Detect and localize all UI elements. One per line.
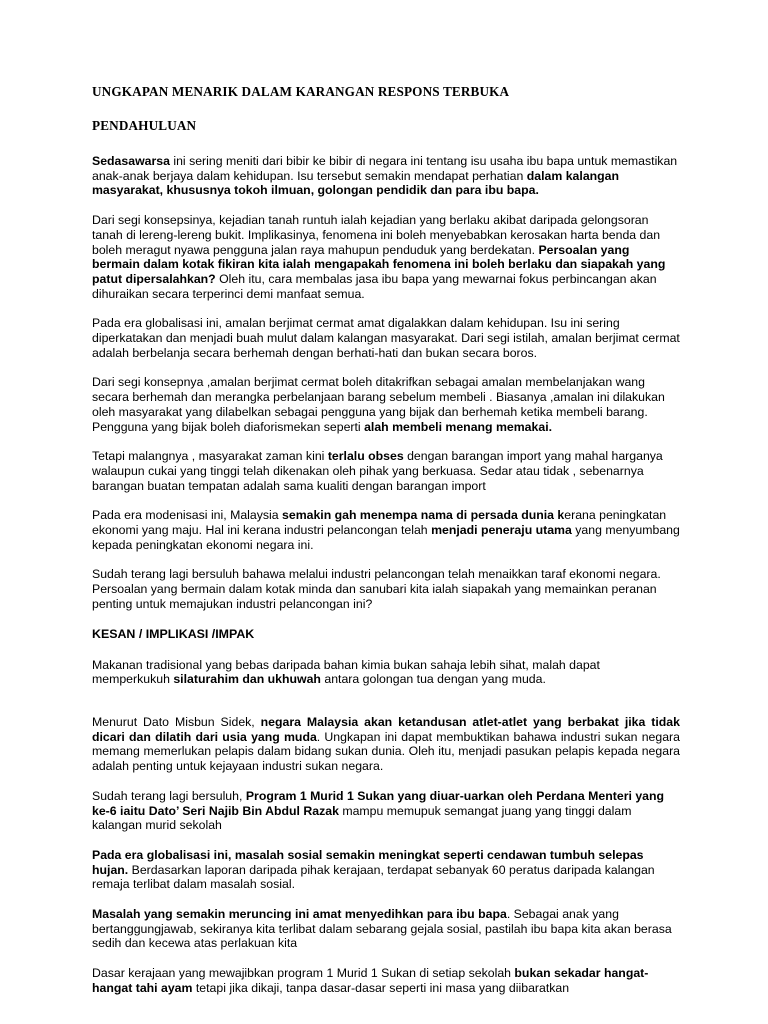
bold-text: Pada era globalisasi ini, masalah sosial semakin meningkat seperti cendawan tumbuh selepas hujan.	[92, 847, 644, 877]
bold-text: semakin gah menempa nama di persada dunia k	[282, 508, 565, 523]
bold-text: dalam kalangan masyarakat, khususnya tokoh ilmuan, golongan pendidik dan para ibu bapa.	[92, 168, 620, 198]
text-run: mampu memupuk semangat juang yang tinggi dalam kalangan murid sekolah	[92, 803, 632, 833]
bold-text: bukan sekadar hangat-hangat tahi ayam	[92, 966, 649, 995]
text-run: Tetapi malangnya , masyarakat zaman kini	[92, 449, 328, 464]
paragraph	[92, 449, 680, 493]
paragraph	[92, 848, 680, 892]
paragraph	[92, 375, 680, 434]
bold-text: silaturahim dan ukhuwah	[173, 672, 321, 687]
text-run: Dari segi konsepsinya, kejadian tanah runtuh ialah kejadian yang berlaku akibat daripada gelongsoran tanah di lereng-lereng bukit. Implikasinya, fenomena ini boleh menyebabkan kerosakan harta benda dan boleh meragut nyawa pengguna jalan raya mahupun penduduk yang berdekatan.	[92, 213, 661, 257]
bold-text: alah membeli menang memakai.	[364, 419, 553, 434]
document-title: UNGKAPAN MENARIK DALAM KARANGAN RESPONS TERBUKA	[92, 84, 510, 99]
paragraph	[92, 715, 680, 774]
text-run: Menurut Dato Misbun Sidek,	[92, 714, 261, 729]
text-run: erana peningkatan ekonomi yang maju. Hal ini kerana industri pelancongan telah	[92, 508, 667, 538]
text-run: Sudah terang lagi bersuluh bahawa melalui industri pelancongan telah menaikkan taraf ekonomi negara. Persoalan yang bermain dalam kotak minda dan sanubari kita ialah siapakah yang memainkan peranan penting untuk memajukan industri pelancongan ini?	[92, 567, 661, 611]
kesan-section	[92, 657, 680, 996]
paragraph	[92, 966, 680, 995]
intro-heading: PENDAHULUAN	[92, 118, 197, 133]
bold-text: Persoalan yang bermain dalam kotak fikiran kita ialah mengapakah fenomena ini boleh berlaku dan siapakah yang patut dipersalahkan?	[92, 242, 666, 286]
text-run: . Sebagai anak yang bertanggungjawab, sekiranya kita terlibat dalam sebarang gejala sosial, pastilah ibu bapa kita akan berasa sedih dan kecewa atas perlakuan kita	[92, 907, 672, 951]
intro-section	[92, 154, 680, 612]
paragraph	[92, 567, 680, 611]
bold-text: negara Malaysia akan ketandusan atlet-atlet yang berbakat jika tidak dicari dan dilatih dari usia yang muda	[92, 714, 680, 744]
paragraph	[92, 154, 680, 198]
bold-text: Program 1 Murid 1 Sukan yang diuar-uarkan oleh Perdana Menteri yang ke-6 iaitu Dato’ Seri Najib Bin Abdul Razak	[92, 788, 665, 818]
paragraph	[92, 789, 680, 833]
bold-text: Sedasawarsa	[92, 154, 170, 168]
paragraph	[92, 907, 680, 951]
text-run: ini sering meniti dari bibir ke bibir di negara ini tentang isu usaha ibu bapa untuk memastikan anak-anak berjaya dalam kehidupan. Isu tersebut semakin mendapat perhatian	[92, 154, 678, 183]
text-run: Dari segi konsepnya ,amalan berjimat cermat boleh ditakrifkan sebagai amalan membelanjakan wang secara berhemah dan merangka perbelanjaan barang sebelum membeli . Biasanya ,amalan ini dilakukan oleh masyarakat yang dilabelkan sebagai pengguna yang bijak dan berhemah ketika membeli barang. Pengguna yang bijak boleh diaforismekan seperti	[92, 375, 665, 434]
bold-text: terlalu obses	[327, 449, 404, 464]
bold-text: menjadi peneraju utama	[431, 523, 572, 538]
text-run: dengan barangan import yang mahal harganya walaupun cukai yang tinggi telah dikenakan oleh pihak yang berkuasa. Sedar atau tidak , sebenarnya barangan buatan tempatan adalah sama kualiti dengan barangan import	[92, 449, 663, 493]
paragraph	[92, 213, 680, 301]
text-run: Oleh itu, cara membalas jasa ibu bapa yang mewarnai fokus perbincangan akan dihuraikan secara terperinci demi manfaat semua.	[92, 271, 657, 301]
text-run: Sudah terang lagi bersuluh,	[92, 788, 246, 803]
text-run: Pada era globalisasi ini, amalan berjimat cermat amat digalakkan dalam kehidupan. Isu ini sering diperkatakan dan menjadi buah mulut dalam kalangan masyarakat. Dari segi istilah, amalan berjimat cermat adalah berbelanja secara berhemah dengan berhati-hati dan bukan secara boros.	[92, 316, 680, 360]
text-run: Pada era modenisasi ini, Malaysia	[92, 508, 283, 523]
text-run: Dasar kerajaan yang mewajibkan program 1 Murid 1 Sukan di setiap sekolah	[92, 966, 515, 981]
paragraph	[92, 658, 680, 687]
text-run: Makanan tradisional yang bebas daripada bahan kimia bukan sahaja lebih sihat, malah dapat memperkukuh	[92, 657, 600, 687]
text-run: antara golongan tua dengan yang muda.	[320, 672, 546, 687]
paragraph	[92, 508, 680, 552]
text-run: yang menyumbang kepada peningkatan ekonomi negara ini.	[92, 523, 680, 552]
text-run: Berdasarkan laporan daripada pihak kerajaan, terdapat sebanyak 60 peratus daripada kalangan remaja terlibat dalam masalah sosial.	[92, 862, 655, 892]
section-heading-kesan: KESAN / IMPLIKASI /IMPAK	[92, 626, 255, 641]
text-run: tetapi jika dikaji, tanpa dasar-dasar seperti ini masa yang diibaratkan	[192, 980, 570, 995]
text-run: . Ungkapan ini dapat membuktikan bahawa industri sukan negara memang memerlukan pelapis dalam bidang sukan dunia. Oleh itu, menjadi pasukan pelapis kepada negara adalah penting untuk kejayaan industri sukan negara.	[92, 729, 680, 774]
paragraph	[92, 316, 680, 360]
bold-text: Masalah yang semakin meruncing ini amat menyedihkan para ibu bapa	[92, 907, 507, 922]
